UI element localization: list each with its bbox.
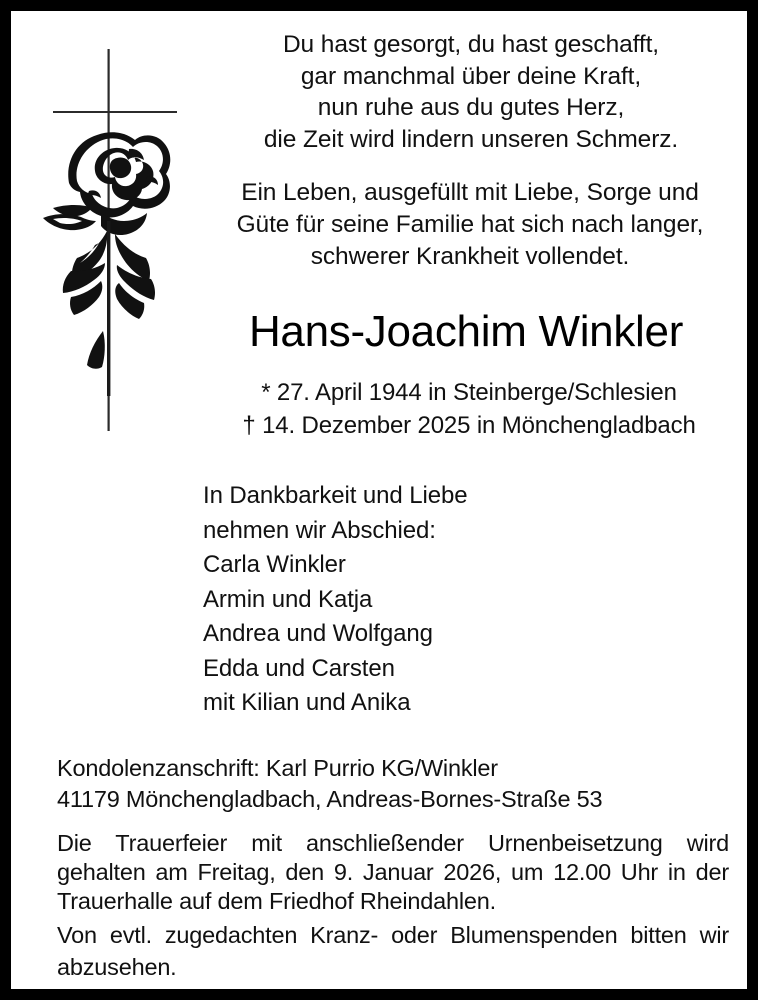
verse-block bbox=[191, 29, 751, 155]
verse-line: gar manchmal über deine Kraft, bbox=[300, 62, 642, 90]
mourners-line: Edda und Carsten bbox=[203, 654, 395, 682]
intro-line: Güte für seine Familie hat sich nach langer, bbox=[236, 211, 704, 238]
condolence-line-1: Kondolenzanschrift: Karl Purrio KG/Winkler bbox=[57, 755, 498, 781]
intro-line: schwerer Krankheit vollendet. bbox=[310, 243, 630, 270]
mourners-line: Armin und Katja bbox=[203, 585, 373, 613]
death-date: † 14. Dezember 2025 in Mönchengladbach bbox=[242, 412, 696, 439]
life-dates bbox=[181, 376, 757, 442]
cross-with-rose-icon bbox=[29, 31, 189, 431]
verse-line: nun ruhe aus du gutes Herz, bbox=[317, 94, 625, 121]
mourners-line: Andrea und Wolfgang bbox=[203, 620, 433, 647]
verse-line: Du hast gesorgt, du hast geschafft, bbox=[282, 31, 660, 58]
flowers-note-text: Von evtl. zugedachten Kranz- oder Blumenspenden bitten wir abzusehen. bbox=[57, 922, 729, 980]
mourners-line: In Dankbarkeit und Liebe bbox=[203, 482, 468, 509]
mourners-line: mit Kilian und Anika bbox=[203, 689, 411, 716]
mourners-line: nehmen wir Abschied: bbox=[203, 516, 436, 544]
condolence-line-2: 41179 Mönchengladbach, Andreas-Bornes-Straße 53 bbox=[57, 786, 603, 812]
mourners-line: Carla Winkler bbox=[203, 551, 346, 578]
intro-line: Ein Leben, ausgefüllt mit Liebe, Sorge und bbox=[241, 179, 699, 206]
mourners-block bbox=[203, 479, 623, 721]
notice-inner bbox=[11, 11, 747, 989]
intro-block bbox=[181, 177, 758, 273]
funeral-service-text: Die Trauerfeier mit anschließender Urnenbeisetzung wird gehalten am Freitag, den 9. Januar 2026, um 12.00 Uhr in der Trauerhalle auf dem Friedhof Rheindahlen. bbox=[57, 830, 729, 914]
condolence-address bbox=[57, 753, 737, 815]
birth-date: * 27. April 1944 in Steinberge/Schlesien bbox=[261, 379, 677, 406]
verse-line: die Zeit wird lindern unseren Schmerz. bbox=[263, 125, 679, 153]
deceased-name: Hans-Joachim Winkler bbox=[248, 307, 684, 356]
